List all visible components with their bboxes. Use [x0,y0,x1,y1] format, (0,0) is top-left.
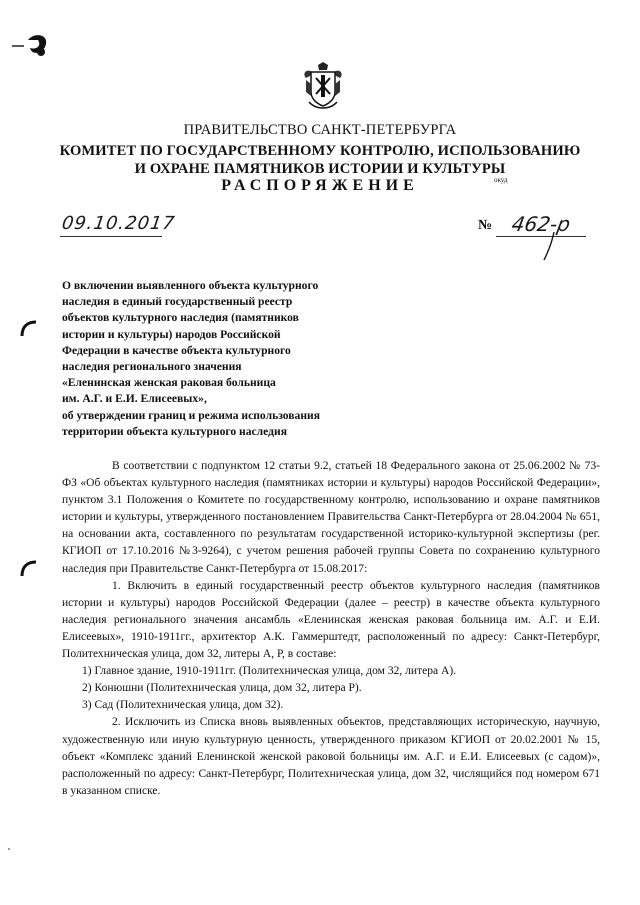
document-body [62,458,600,800]
preamble-paragraph: В соответствии с подпунктом 12 статьи 9.2, статьей 18 Федерального закона от 25.06.2002 № 73-ФЗ «Об объектах культурного наследия (памятниках истории и культуры) народов Российской Федерации», пунктом 3.1 Положения о Комитете по государственному контролю, использованию и охране памятников истории и культуры, утвержденного постановлением Правительства Санкт-Петербурга от 28.04.2004 № 651, на основании акта, составленного по результатам государственной историко-культурной экспертизы (рег. КГИОП от 17.10.2016 №3-9264), с учетом решения рабочей группы Совета по сохранению культурного наследия при Правительстве Санкт-Петербурга от 15.08.2017: [62,460,600,575]
document-number: 462-р [509,212,573,236]
subject-line: территории объекта культурного наследия [62,424,287,438]
list-item: 2) Конюшни (Политехническая улица, дом 32, литера Р). [82,682,362,695]
subject-line: наследия в единый государственный реестр [62,295,293,309]
subject-line: Федерации в качестве объекта культурного [62,343,291,357]
document-type-title: РАСПОРЯЖЕНИЕ [221,177,419,194]
subject-line: им. А.Г. и Е.И. Елисеевых», [62,392,207,406]
date-underline [60,236,162,237]
document-number-label: № [478,218,493,233]
handwriting-stroke-icon [540,232,560,262]
list-item: 3) Сад (Политехническая улица, дом 32). [82,699,284,712]
margin-bracket-icon [18,558,38,578]
subject-line: объектов культурного наследия (памятников [62,311,299,325]
item-2-paragraph: 2. Исключить из Списка вновь выявленных объектов, представляющих историческую, научную, художественную или иную культурную ценность, утвержденного приказом КГИОП от 20.02.2001 № 15, объект «Комплекс зданий Еленинской женской раковой больницы им. А.Г. и Е.И. Елисеевых (с садом)», расположенный по адресу: Санкт-Петербург, Политехническая улица, дом 32, числящийся под номером 671 в указанном списке. [62,716,600,797]
stamp-mark-icon [10,28,52,60]
saint-petersburg-coat-of-arms-icon [300,62,346,112]
document-date: 09.10.2017 [60,213,177,234]
document-subject [62,278,382,440]
list-item: 1) Главное здание, 1910-1911гг. (Политехническая улица, дом 32, литера А). [82,665,457,678]
scan-speck [8,848,10,850]
margin-bracket-icon [18,318,38,338]
subject-line: О включении выявленного объекта культурного [62,279,319,292]
subject-line: «Еленинская женская раковая больница [62,376,276,390]
okud-label: окуд [494,176,508,184]
subject-line: об утверждении границ и режима использования [62,408,320,422]
org-name-line1: ПРАВИТЕЛЬСТВО САНКТ-ПЕТЕРБУРГА [183,122,457,138]
subject-line: наследия регионального значения [62,360,242,374]
org-name-line3: И ОХРАНЕ ПАМЯТНИКОВ ИСТОРИИ И КУЛЬТУРЫ [134,161,506,177]
subject-line: истории и культуры) народов Российской [62,327,281,341]
org-name-line2: КОМИТЕТ ПО ГОСУДАРСТВЕННОМУ КОНТРОЛЮ, ИСПОЛЬЗОВАНИЮ [59,143,581,159]
item-1-paragraph: 1. Включить в единый государственный реестр объектов культурного наследия (памятников истории и культуры) народов Российской Федерации (далее – реестр) в качестве объекта культурного наследия регионального значения ансамбль «Еленинская женская раковая больница им. А.Г. и Е.И. Елисеевых», 1910-1911гг., архитектор А.К. Гаммерштедт, расположенный по адресу: Санкт-Петербург, Политехническая улица, дом 32, литеры А, Р, в составе: [62,579,600,661]
